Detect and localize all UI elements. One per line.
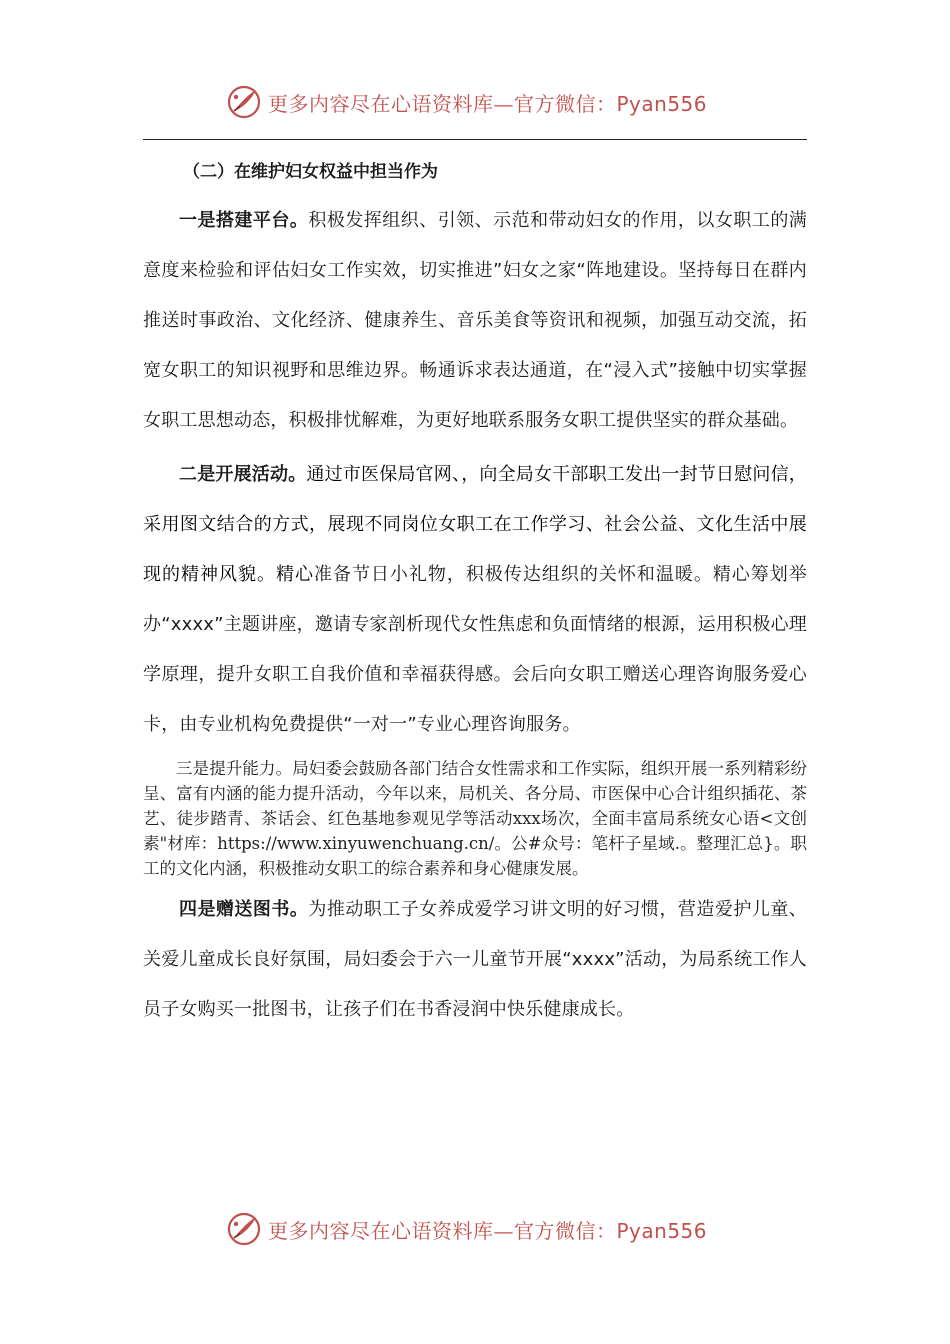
- paragraph-lead: 一是搭建平台。: [179, 210, 309, 231]
- quill-pen-logo-icon: [226, 84, 262, 120]
- paragraph-capability: 三是提升能力。局妇委会鼓励各部门结合女性需求和工作实际，组织开展一系列精彩纷呈、富有内涵的能力提升活动，今年以来，局机关、各分局、市医保中心合计组织插花、茶艺、徒步踏青、茶话会、红色基地参观见学等活动xxx场次，全面丰富局系统女心语<文创素"材库：https://www.xinyuwenchuang.cn/。公#众号：笔杆子星域.。整理汇总}。职工的文化内涵，积极推动女职工的综合素养和身心健康发展。: [143, 759, 807, 878]
- paragraph-lead: 二是开展活动。: [179, 464, 307, 485]
- header-divider: [143, 139, 807, 140]
- footer-brand: 更多内容尽在心语资料库—官方微信：Pyan556: [268, 1218, 708, 1243]
- paragraph-activities: 二是开展活动。通过市医保局官网、，向全局女干部职工发出一封节日慰问信，采用图文结合的方式，展现不同岗位女职工在工作学习、社会公益、文化生活中展现的精神风貌。精心准备节日小礼物，积极传达组织的关怀和温暖。精心筹划举办“xxxx”主题讲座，邀请专家剖析现代女性焦虑和负面情绪的根源，运用积极心理学原理，提升女职工自我价值和幸福获得感。会后向女职工赠送心理咨询服务爱心卡，由专业机构免费提供“一对一”专业心理咨询服务。: [143, 464, 808, 735]
- quill-pen-logo-icon: [226, 1211, 262, 1247]
- section-title: （二）在维护妇女权益中担当作为: [183, 162, 438, 182]
- document-body: [143, 156, 807, 1035]
- page-footer: [226, 1211, 707, 1247]
- page-header: [226, 84, 707, 120]
- paragraph-platform: 一是搭建平台。积极发挥组织、引领、示范和带动妇女的作用，以女职工的满意度来检验和评估妇女工作实效，切实推进”妇女之家“阵地建设。坚持每日在群内推送时事政治、文化经济、健康养生、音乐美食等资讯和视频，加强互动交流，拓宽女职工的知识视野和思维边界。畅通诉求表达通道，在“浸入式”接触中切实掌握女职工思想动态，积极排忧解难，为更好地联系服务女职工提供坚实的群众基础。: [143, 210, 807, 431]
- header-brand: 更多内容尽在心语资料库—官方微信：Pyan556: [268, 91, 708, 116]
- paragraph-books: 四是赠送图书。为推动职工子女养成爱学习讲文明的好习惯，营造爱护儿童、关爱儿童成长良好氛围，局妇委会于六一儿童节开展“xxxx”活动，为局系统工作人员子女购买一批图书，让孩子们在书香浸润中快乐健康成长。: [143, 899, 807, 1020]
- paragraph-lead: 四是赠送图书。: [179, 899, 309, 920]
